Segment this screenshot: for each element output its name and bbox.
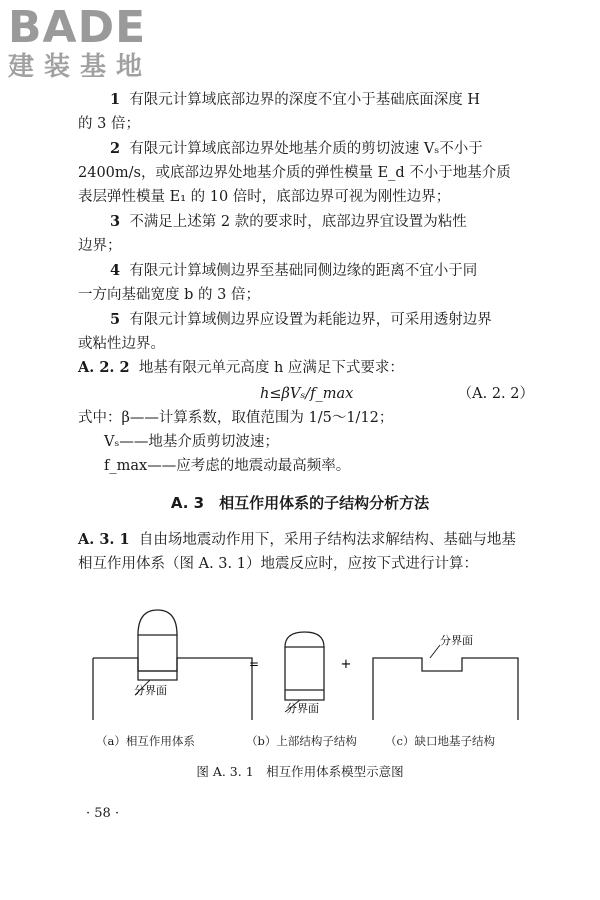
where-beta: 式中：β——计算系数，取值范围为 1/5～1/12； (78, 410, 394, 426)
item-1-cont: 的 3 倍； (78, 116, 140, 132)
item-2-cont: 2400m/s，或底部边界处地基介质的弹性模量 E_d 不小于地基介质 (78, 165, 511, 181)
item-text: 有限元计算域侧边界至基础同侧边缘的距离不宜小于同 (129, 263, 478, 279)
bade-logo (8, 2, 153, 82)
section-title: A. 3 相互作用体系的子结构分析方法 (170, 494, 430, 512)
equation-number: （A. 2. 2） (457, 386, 534, 402)
plus-sign: + (340, 657, 352, 672)
caption-c: （c）缺口地基子结构 (385, 734, 495, 748)
structure-a (138, 635, 177, 680)
interface-label-b: 分界面 (286, 702, 319, 715)
item-text: 不满足上述第 2 款的要求时，底部边界宜设置为粘性 (129, 214, 467, 230)
clause-number: A. 2. 2 (78, 359, 130, 376)
logo-title: BADE (8, 2, 147, 53)
equation-formula: h≤βVₛ/f_max (260, 386, 354, 402)
where-fmax: f_max——应考虑的地震动最高频率。 (104, 458, 351, 474)
equals-sign: = (248, 657, 260, 671)
page-number: · 58 · (86, 806, 120, 821)
item-number: 1 (110, 91, 121, 108)
interface-label-c: 分界面 (440, 634, 473, 647)
ground-c (373, 658, 518, 720)
item-4 (110, 261, 477, 281)
clause-a22 (78, 358, 404, 378)
item-4-cont: 一方向基础宽度 b 的 3 倍； (78, 287, 260, 303)
item-number: 4 (110, 262, 121, 279)
item-5 (110, 310, 492, 330)
item-number: 2 (110, 140, 121, 157)
structure-b (285, 647, 324, 700)
interface-label-a: 分界面 (134, 684, 167, 697)
clause-text: 地基有限元单元高度 h 应满足下式要求： (138, 360, 404, 376)
item-3 (110, 212, 467, 232)
clause-a31 (78, 530, 516, 550)
item-text: 有限元计算域底部边界处地基介质的剪切波速 Vₛ不小于 (129, 141, 483, 157)
where-vs: Vₛ——地基介质剪切波速； (104, 434, 279, 450)
item-number: 3 (110, 213, 121, 230)
item-number: 5 (110, 311, 121, 328)
item-2 (110, 139, 483, 159)
item-text: 有限元计算域底部边界的深度不宜小于基础底面深度 H (129, 92, 481, 108)
logo-subtitle: 建装基地 (8, 52, 153, 82)
figure-title: 图 A. 3. 1 相互作用体系模型示意图 (196, 764, 404, 779)
item-1 (110, 90, 480, 110)
item-5-cont: 或粘性边界。 (78, 336, 165, 352)
clause-a31-cont: 相互作用体系（图 A. 3. 1）地震反应时，应按下式进行计算： (78, 556, 478, 572)
item-2-cont2: 表层弹性模量 E₁ 的 10 倍时，底部边界可视为刚性边界； (78, 189, 451, 205)
caption-b: （b）上部结构子结构 (246, 734, 357, 748)
clause-text: 自由场地震动作用下，采用子结构法求解结构、基础与地基 (138, 532, 516, 548)
ground-a (93, 658, 252, 720)
figure-a31 (0, 600, 600, 720)
item-3-cont: 边界； (78, 238, 122, 254)
item-text: 有限元计算域侧边界应设置为耗能边界，可采用透射边界 (129, 312, 492, 328)
clause-number: A. 3. 1 (78, 531, 130, 548)
caption-a: （a）相互作用体系 (96, 734, 195, 748)
